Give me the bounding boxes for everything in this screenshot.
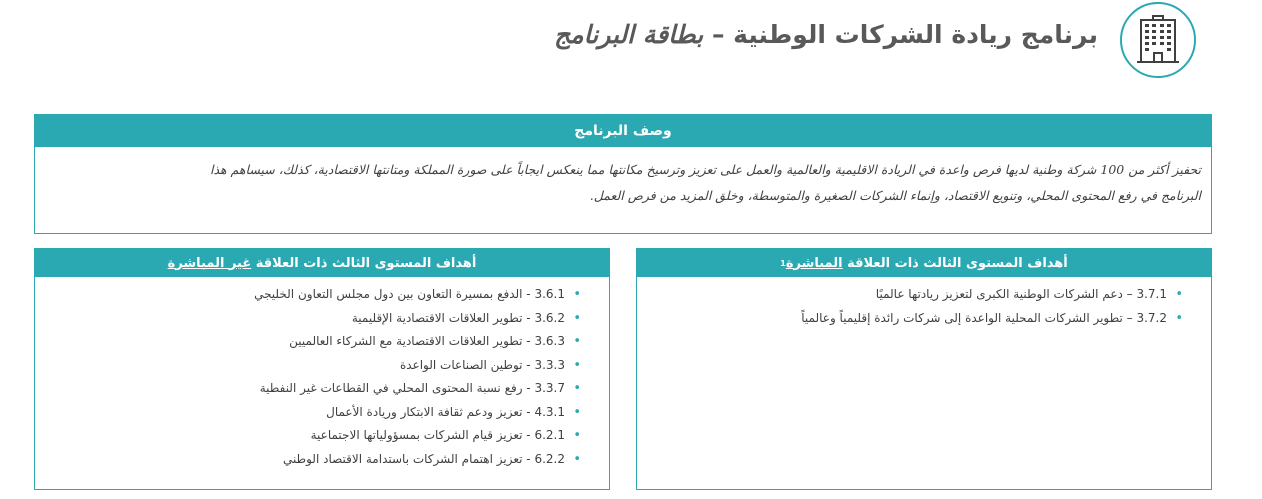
title-main: برنامج ريادة الشركات الوطنية (733, 20, 1098, 49)
list-item: • 6.2.1 - تعزيز قيام الشركات بمسؤولياتها الاجتماعية (45, 424, 581, 448)
list-item: • 6.2.2 - تعزيز اهتمام الشركات باستدامة الاقتصاد الوطني (45, 448, 581, 472)
list-item: • 3.6.3 - تطوير العلاقات الاقتصادية مع الشركاء العالميين (45, 330, 581, 354)
direct-goals-list (637, 277, 1211, 330)
list-item: • 3.3.7 - رفع نسبة المحتوى المحلي في القطاعات غير النفطية (45, 377, 581, 401)
list-item: • 4.3.1 - تعزيز ودعم ثقافة الابتكار وريادة الأعمال (45, 401, 581, 425)
indirect-goals-list (35, 277, 609, 471)
list-item: • 3.3.3 - توطين الصناعات الواعدة (45, 354, 581, 378)
description-line-1: تحفيز أكثر من 100 شركة وطنية لديها فرص واعدة في الريادة الاقليمية والعالمية والعمل على تعزيز وترسيخ مكانتها مما ينعكس ايجاباً على صورة المملكة ومتانتها الاقتصادية، كذلك، سيساهم هذا (210, 162, 1201, 177)
list-item: • 3.6.2 - تطوير العلاقات الاقتصادية الإقليمية (45, 307, 581, 331)
indirect-goals-heading (35, 249, 609, 277)
indirect-heading-prefix: أهداف المستوى الثالث ذات العلاقة (255, 255, 477, 271)
logo-badge (1120, 2, 1196, 78)
building-icon (1135, 14, 1181, 66)
footnote-marker: 1 (780, 258, 786, 268)
program-description-card (34, 114, 1212, 234)
title-separator: – (703, 20, 734, 49)
description-heading: وصف البرنامج (35, 115, 1211, 147)
indirect-heading-underlined: غير المباشرة (167, 255, 252, 271)
description-line-2: البرنامج في رفع المحتوى المحلي، وتنويع الاقتصاد، وإنماء الشركات الصغيرة والمتوسطة، وخلق المزيد من فرص العمل. (589, 188, 1201, 203)
page-title (554, 20, 1098, 49)
list-item: • 3.7.1 – دعم الشركات الوطنية الكبرى لتعزيز ريادتها عالميًا (647, 283, 1183, 307)
direct-heading-underlined: المباشرة (785, 255, 843, 271)
description-body (35, 147, 1211, 209)
indirect-goals-card (34, 248, 610, 490)
direct-goals-heading (637, 249, 1211, 277)
list-item: • 3.7.2 – تطوير الشركات المحلية الواعدة إلى شركات رائدة إقليمياً وعالمياً (647, 307, 1183, 331)
list-item: • 3.6.1 - الدفع بمسيرة التعاون بين دول مجلس التعاون الخليجي (45, 283, 581, 307)
direct-goals-card (636, 248, 1212, 490)
page-header (0, 0, 1262, 80)
title-subtitle: بطاقة البرنامج (554, 20, 704, 49)
direct-heading-prefix: أهداف المستوى الثالث ذات العلاقة (847, 255, 1068, 271)
